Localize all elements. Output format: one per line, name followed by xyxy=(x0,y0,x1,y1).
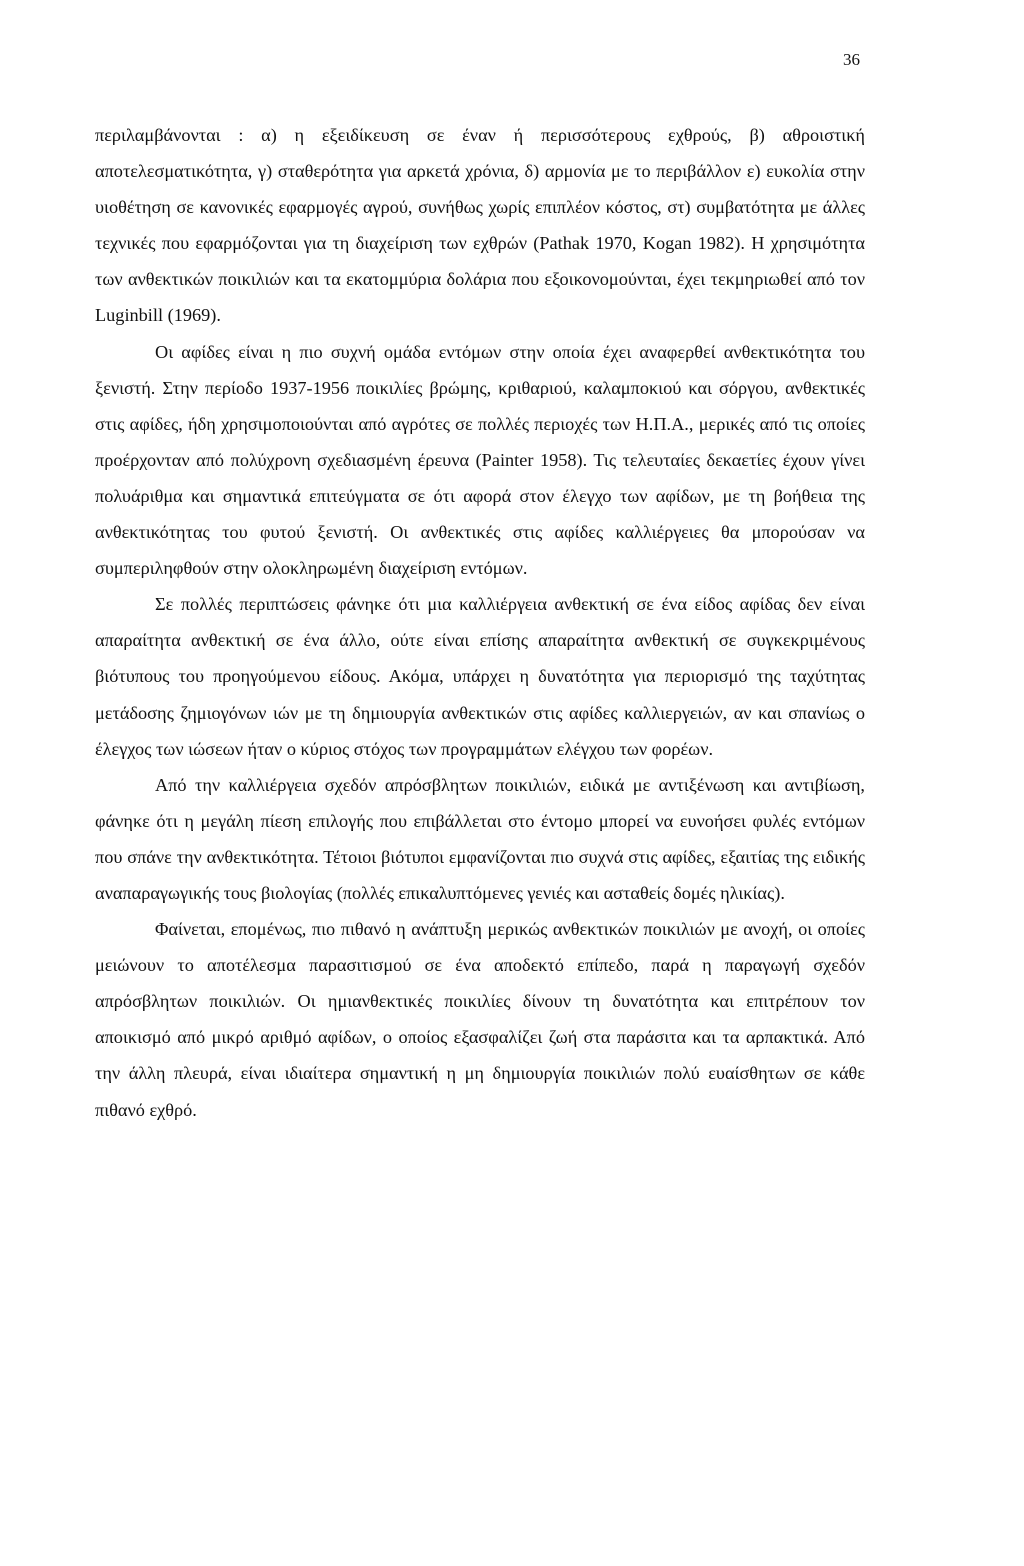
paragraph-3: Σε πολλές περιπτώσεις φάνηκε ότι μια καλλιέργεια ανθεκτική σε ένα είδος αφίδας δεν είναι απαραίτητα ανθεκτική σε ένα άλλο, ούτε είναι επίσης απαραίτητα ανθεκτική σε συγκεκριμένους βιότυπους του προηγούμενου είδους. Ακόμα, υπάρχει η δυνατότητα για περιορισμό της ταχύτητας μετάδοσης ζημιογόνων ιών με τη δημιουργία ανθεκτικών στις αφίδες καλλιεργειών, αν και σπανίως ο έλεγχος των ιώσεων ήταν ο κύριος στόχος των προγραμμάτων ελέγχου των φορέων. xyxy=(95,594,865,759)
page-number: 36 xyxy=(843,50,860,69)
document-body xyxy=(95,117,865,1128)
paragraph-5: Φαίνεται, επομένως, πιο πιθανό η ανάπτυξη μερικώς ανθεκτικών ποικιλιών με ανοχή, οι οποίες μειώνουν το αποτέλεσμα παρασιτισμού σε ένα αποδεκτό επίπεδο, παρά η παραγωγή σχεδόν απρόσβλητων ποικιλιών. Οι ημιανθεκτικές ποικιλίες δίνουν τη δυνατότητα και επιτρέπουν τον αποικισμό από μικρό αριθμό αφίδων, ο οποίος εξασφαλίζει ζωή στα παράσιτα και τα αρπακτικά. Από την άλλη πλευρά, είναι ιδιαίτερα σημαντική η μη δημιουργία ποικιλιών πολύ ευαίσθητων σε κάθε πιθανό εχθρό. xyxy=(95,919,865,1120)
paragraph-1: περιλαμβάνονται : α) η εξειδίκευση σε έναν ή περισσότερους εχθρούς, β) αθροιστική αποτελεσματικότητα, γ) σταθερότητα για αρκετά χρόνια, δ) αρμονία με το περιβάλλον ε) ευκολία στην υιοθέτηση σε κανονικές εφαρμογές αγρού, συνήθως χωρίς επιπλέον κόστος, στ) συμβατότητα με άλλες τεχνικές που εφαρμόζονται για τη διαχείριση των εχθρών (Pathak 1970, Kogan 1982). Η χρησιμότητα των ανθεκτικών ποικιλιών και τα εκατομμύρια δολάρια που εξοικονομούνται, έχει τεκμηριωθεί από τον Luginbill (1969). xyxy=(95,125,865,326)
paragraph-2: Οι αφίδες είναι η πιο συχνή ομάδα εντόμων στην οποία έχει αναφερθεί ανθεκτικότητα του ξενιστή. Στην περίοδο 1937-1956 ποικιλίες βρώμης, κριθαριού, καλαμποκιού και σόργου, ανθεκτικές στις αφίδες, ήδη χρησιμοποιούνται από αγρότες σε πολλές περιοχές των Η.Π.Α., μερικές από τις οποίες προέρχονταν από πολύχρονη σχεδιασμένη έρευνα (Painter 1958). Τις τελευταίες δεκαετίες έχουν γίνει πολυάριθμα και σημαντικά επιτεύγματα σε ότι αφορά στον έλεγχο των αφίδων, με τη βοήθεια της ανθεκτικότητας του φυτού ξενιστή. Οι ανθεκτικές στις αφίδες καλλιέργειες θα μπορούσαν να συμπεριληφθούν στην ολοκληρωμένη διαχείριση εντόμων. xyxy=(95,341,865,579)
paragraph-4: Από την καλλιέργεια σχεδόν απρόσβλητων ποικιλιών, ειδικά με αντιξένωση και αντιβίωση, φάνηκε ότι η μεγάλη πίεση επιλογής που επιβάλλεται στο έντομο μπορεί να ευνοήσει φυλές εντόμων που σπάνε την ανθεκτικότητα. Τέτοιοι βιότυποι εμφανίζονται πιο συχνά στις αφίδες, εξαιτίας της ειδικής αναπαραγωγικής τους βιολογίας (πολλές επικαλυπτόμενες γενιές και ασταθείς δομές ηλικίας). xyxy=(95,774,865,903)
